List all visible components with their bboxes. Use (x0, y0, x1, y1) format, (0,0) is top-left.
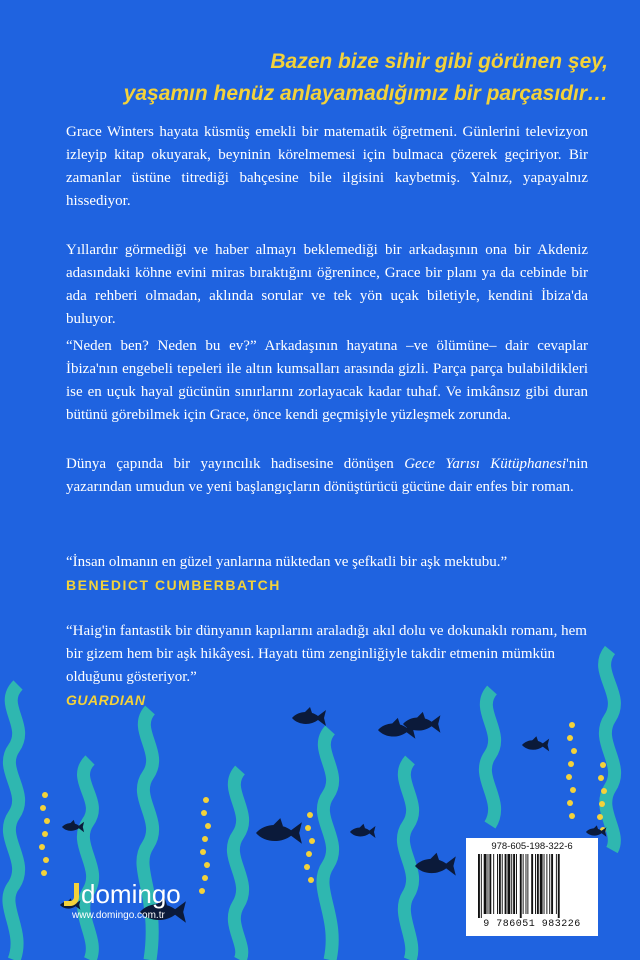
barcode-bar (531, 854, 533, 914)
barcode-bar (527, 854, 528, 914)
barcode-bar (513, 854, 515, 914)
publisher-url: www.domingo.com.tr (72, 910, 165, 921)
isbn-number: 978-605-198-322-6 (491, 841, 573, 852)
barcode-bar (505, 854, 507, 914)
barcode-bar (540, 854, 543, 914)
blurb-text: Dünya çapında bir yayıncılık hadisesine dönüşen (66, 456, 405, 472)
quote-author: GUARDIAN (66, 692, 146, 708)
quote-text: “İnsan olmanın en güzel yanlarına nüktedan ve şefkatli bir aşk mektubu.” (66, 554, 508, 570)
barcode-bar (507, 854, 510, 914)
barcode-bar (502, 854, 503, 914)
barcode-bar (546, 854, 547, 914)
barcode-bar (481, 854, 482, 918)
barcode-bar (537, 854, 539, 914)
barcode-bar (497, 854, 498, 914)
review-quote-2 (66, 620, 596, 712)
barcode-bar (484, 854, 487, 914)
publisher-name: domingo (81, 879, 181, 909)
tagline (48, 46, 608, 110)
review-quote-1 (66, 551, 596, 597)
barcode-bar (488, 854, 489, 914)
quote-author: BENEDICT CUMBERBATCH (66, 577, 281, 593)
barcode-bar (478, 854, 480, 918)
barcode-bar (511, 854, 512, 914)
domingo-logo-icon (64, 883, 79, 906)
barcode-bar (516, 854, 517, 914)
book-title-reference: Gece Yarısı Kütüphanesi (404, 456, 567, 472)
barcode-bar (523, 854, 524, 914)
barcode-bar (489, 854, 491, 914)
barcode-bar (544, 854, 545, 914)
barcode-bar (493, 854, 494, 914)
blurb-paragraph-4 (66, 453, 588, 499)
barcode-bar (520, 854, 522, 918)
tagline-line-2: yaşamın henüz anlayamadığımız bir parçasıdır… (123, 82, 608, 105)
barcode-bar (556, 854, 557, 914)
barcode-bar (558, 854, 560, 918)
barcode-bars (478, 854, 586, 918)
barcode-bar (549, 854, 550, 914)
publisher-block (64, 880, 181, 921)
barcode-bar (535, 854, 536, 914)
publisher-logo (64, 880, 181, 908)
barcode-bar (551, 854, 553, 914)
barcode-bar (526, 854, 527, 914)
tagline-line-1: Bazen bize sihir gibi görünen şey, (270, 50, 608, 73)
isbn-barcode (466, 838, 598, 936)
blurb-paragraph-1: Grace Winters hayata küsmüş emekli bir matematik öğretmeni. Günlerini televizyon izleyip kitap okuyarak, beyninin körelmemesi için bulmaca çözerek geçiriyor. Bir zamanlar üstüne titrediği bahçesine bile ilgisini kaybetmiş. Yalnız, yapayalnız hissediyor. (66, 124, 588, 209)
barcode-bar (499, 854, 501, 914)
quote-text: “Haig'in fantastik bir dünyanın kapılarını araladığı akıl dolu ve dokunaklı romanı, hem bir gizem hem bir aşk hikâyesi. Hayatı tüm zenginliğiyle takdir etmenin mümkün olduğunu gösteriyor.” (66, 623, 587, 685)
barcode-digits: 9 786051 983226 (483, 919, 581, 930)
blurb-text: 'nin yazarından umudun ve yeni başlangıçların dönüştürücü gücüne dair enfes bir roman. (66, 456, 588, 495)
blurb-paragraph-3: “Neden ben? Neden bu ev?” Arkadaşının hayatına –ve ölümüne– dair cevaplar İbiza'nın engebeli tepeleri ile altın kumsalları arasında gizli. Parça parça bulabildikleri ise en uçuk hayal gücünün sınırlarını zorlayacak kadar tuhaf. Ve imkânsız gibi duran bütünü görebilmek için Grace, önce kendi geçmişiyle yüzleşmek zorunda. (66, 338, 588, 423)
blurb-paragraph-2: Yıllardır görmediği ve haber almayı beklemediği bir arkadaşının ona bir Akdeniz adasındaki köhne evini miras bıraktığını öğrenince, Grace bir planı ya da cebinde bir ada rehberi olmadan, aklında sorular ve tek yön uçak biletiyle, kendini İbiza'da buluyor. (66, 242, 588, 327)
